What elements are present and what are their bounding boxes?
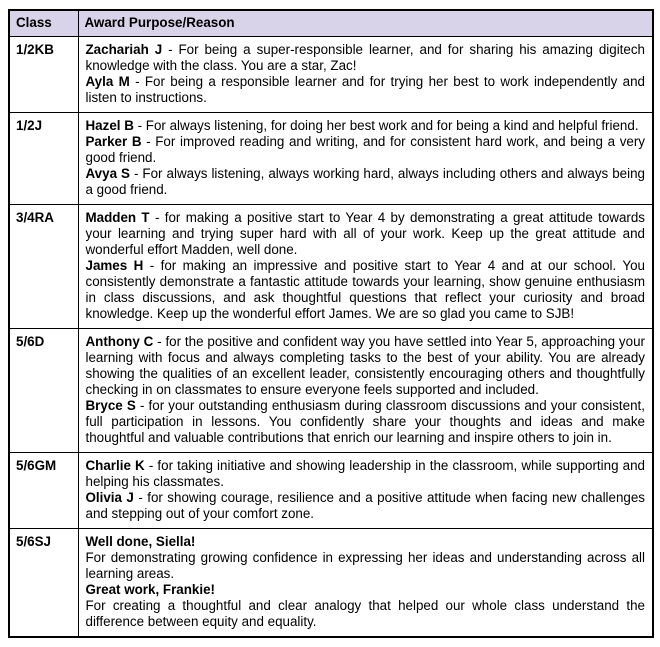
student-name: Charlie K	[85, 458, 145, 473]
table-row-5-6gm	[9, 453, 653, 529]
award-heading: Well done, Siella!	[85, 534, 196, 549]
award-text: - for the positive and confident way you have settled into Year 5, approaching your learning with focus and always completing tasks to the best of your ability. You are already showing the qualities of an excellent leader, consistently encouraging others and thoughtfully checking in on classmates to ensure everyone feels supported and included.	[85, 334, 645, 397]
award-text: - For always listening, always working hard, always including others and always being a good friend.	[85, 166, 645, 197]
student-name: Madden T	[85, 210, 150, 225]
award-entry	[86, 582, 646, 630]
award-cell	[78, 113, 653, 205]
award-heading: Great work, Frankie!	[85, 582, 215, 597]
award-entry	[86, 118, 646, 134]
award-cell	[78, 329, 653, 453]
award-cell	[78, 205, 653, 329]
student-name: Avya S	[85, 166, 130, 181]
award-entry	[86, 258, 646, 322]
award-text: - for showing courage, resilience and a positive attitude when facing new challenges and stepping out of your comfort zone.	[85, 490, 646, 521]
award-text: For creating a thoughtful and clear analogy that helped our whole class understand the difference between equity and equality.	[85, 598, 645, 629]
award-entry	[86, 334, 646, 398]
award-entry	[86, 210, 646, 258]
award-cell	[78, 453, 653, 529]
award-text: - For being a super-responsible learner, and for sharing his amazing digitech knowledge with the class. You are a star, Zac!	[85, 42, 645, 73]
award-entry	[86, 74, 646, 106]
student-name: Zachariah J	[85, 42, 163, 57]
award-cell	[78, 529, 653, 638]
table-row-1-2j	[9, 113, 653, 205]
header-row	[9, 10, 653, 37]
award-entry	[86, 398, 646, 446]
table-row-3-4ra	[9, 205, 653, 329]
class-label: 5/6GM	[9, 453, 78, 529]
student-name: Bryce S	[85, 398, 136, 413]
award-text: - For improved reading and writing, and for consistent hard work, and being a very good friend.	[85, 134, 645, 165]
award-text: - for taking initiative and showing leadership in the classroom, while supporting and helping his classmates.	[85, 458, 645, 489]
award-entry	[86, 490, 646, 522]
award-text: - for your outstanding enthusiasm during classroom discussions and your consistent, full participation in lessons. You confidently share your thoughts and ideas and make thoughtful and valuable contributions that enrich our learning and inspire others to join in.	[85, 398, 645, 445]
award-entry	[86, 534, 646, 582]
award-text: - for making an impressive and positive start to Year 4 and at our school. You consistently demonstrate a fantastic attitude towards your learning, show genuine enthusiasm in class discussions, and ask thoughtful questions that reflect your curiosity and broad knowledge. Keep up the wonderful effort James. We are so glad you came to SJB!	[85, 258, 645, 321]
class-label: 3/4RA	[9, 205, 78, 329]
student-name: James H	[85, 258, 144, 273]
student-name: Hazel B	[85, 118, 134, 133]
student-name: Parker B	[85, 134, 142, 149]
student-name: Ayla M	[85, 74, 130, 89]
column-header-class: Class	[9, 10, 78, 37]
class-label: 5/6SJ	[9, 529, 78, 638]
awards-table	[8, 9, 654, 638]
class-label: 5/6D	[9, 329, 78, 453]
column-header-award: Award Purpose/Reason	[78, 10, 653, 37]
award-cell	[78, 37, 653, 113]
award-entry	[86, 42, 646, 74]
award-text: - for making a positive start to Year 4 by demonstrating a great attitude towards your learning and trying super hard with all of your work. Keep up the great attitude and wonderful effort Madden, well done.	[85, 210, 645, 257]
table-row-5-6sj	[9, 529, 653, 638]
class-label: 1/2J	[9, 113, 78, 205]
student-name: Olivia J	[85, 490, 134, 505]
award-entry	[86, 458, 646, 490]
award-text: - For always listening, for doing her best work and for being a kind and helpful friend.	[137, 118, 639, 133]
award-entry	[86, 134, 646, 166]
table-row-5-6d	[9, 329, 653, 453]
table-row-1-2kb	[9, 37, 653, 113]
student-name: Anthony C	[85, 334, 154, 349]
award-text: For demonstrating growing confidence in expressing her ideas and understanding across all learning areas.	[85, 550, 645, 581]
class-label: 1/2KB	[9, 37, 78, 113]
award-entry	[86, 166, 646, 198]
award-text: - For being a responsible learner and for trying her best to work independently and listen to instructions.	[85, 74, 645, 105]
